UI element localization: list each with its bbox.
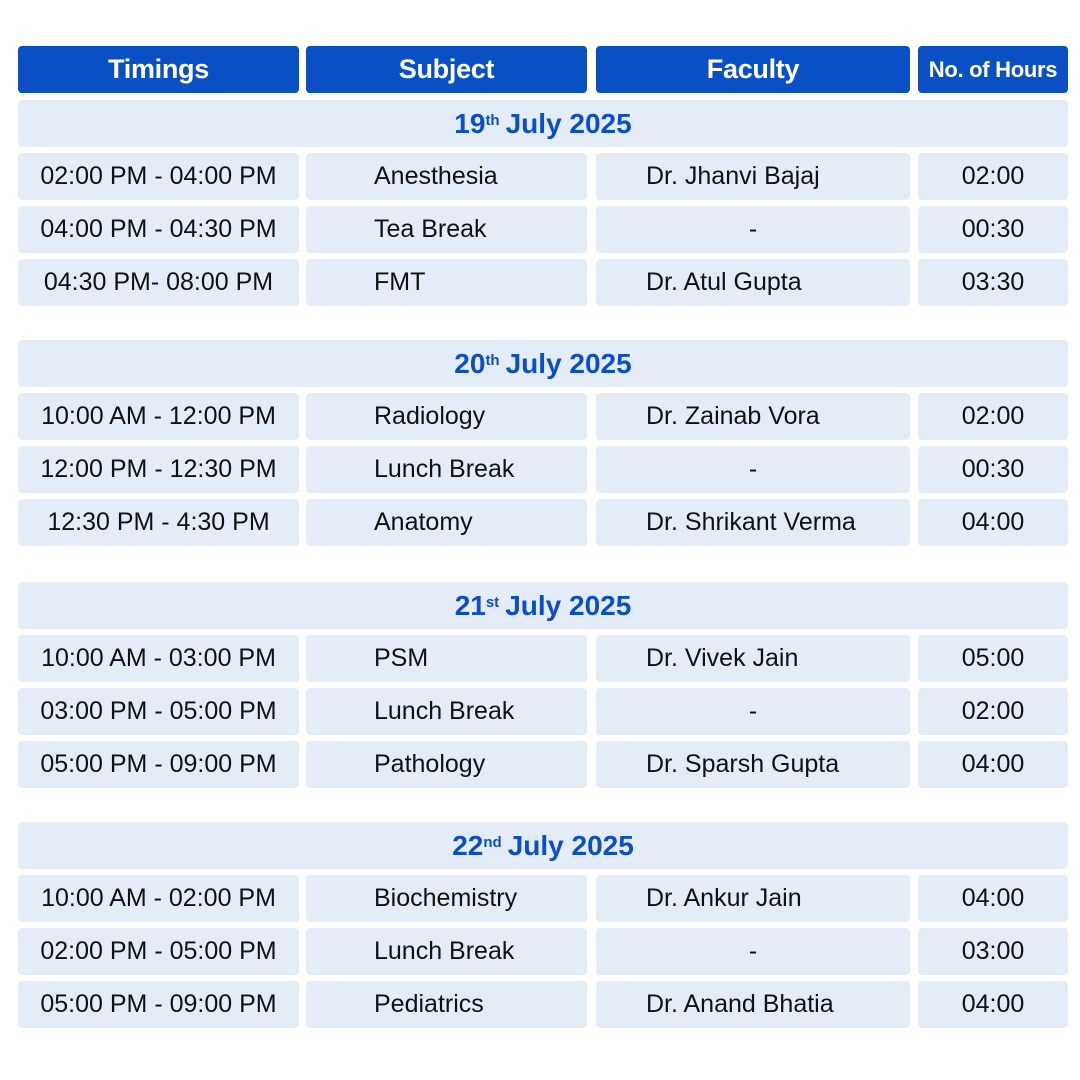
hours-cell: 03:30 bbox=[918, 259, 1068, 306]
hours-cell: 00:30 bbox=[918, 206, 1068, 253]
hours-cell: 04:00 bbox=[918, 499, 1068, 546]
date-day: 19 bbox=[454, 107, 486, 139]
table-row bbox=[18, 928, 1068, 975]
date-suffix: th bbox=[485, 352, 500, 369]
subject-cell: FMT bbox=[306, 259, 587, 306]
table-header bbox=[18, 46, 1068, 93]
date-suffix: st bbox=[485, 594, 500, 611]
subject-cell: Tea Break bbox=[306, 206, 587, 253]
date-suffix: nd bbox=[483, 834, 502, 851]
hours-cell: 05:00 bbox=[918, 635, 1068, 682]
time-cell: 10:00 AM - 12:00 PM bbox=[18, 393, 299, 440]
time-cell: 05:00 PM - 09:00 PM bbox=[18, 741, 299, 788]
table-row bbox=[18, 741, 1068, 788]
subject-cell: Pediatrics bbox=[306, 981, 587, 1028]
hours-cell: 04:00 bbox=[918, 741, 1068, 788]
time-cell: 02:00 PM - 05:00 PM bbox=[18, 928, 299, 975]
day-block-21-july bbox=[18, 582, 1068, 789]
table-row bbox=[18, 153, 1068, 200]
faculty-cell: Dr. Atul Gupta bbox=[596, 259, 910, 306]
hours-cell: 04:00 bbox=[918, 981, 1068, 1028]
faculty-cell: Dr. Jhanvi Bajaj bbox=[596, 153, 910, 200]
time-cell: 12:30 PM - 4:30 PM bbox=[18, 499, 299, 546]
faculty-cell: - bbox=[596, 688, 910, 735]
date-month-year: July 2025 bbox=[505, 347, 632, 379]
faculty-cell: Dr. Shrikant Verma bbox=[596, 499, 910, 546]
faculty-cell: - bbox=[596, 206, 910, 253]
hours-cell: 04:00 bbox=[918, 875, 1068, 922]
time-cell: 05:00 PM - 09:00 PM bbox=[18, 981, 299, 1028]
date-heading bbox=[18, 822, 1068, 869]
day-block-22-july bbox=[18, 822, 1068, 1029]
date-day: 20 bbox=[454, 347, 486, 379]
faculty-cell: Dr. Anand Bhatia bbox=[596, 981, 910, 1028]
header-faculty: Faculty bbox=[596, 46, 910, 93]
subject-cell: PSM bbox=[306, 635, 587, 682]
table-row bbox=[18, 981, 1068, 1028]
faculty-cell: - bbox=[596, 928, 910, 975]
header-timings: Timings bbox=[18, 46, 299, 93]
time-cell: 12:00 PM - 12:30 PM bbox=[18, 446, 299, 493]
faculty-cell: - bbox=[596, 446, 910, 493]
table-row bbox=[18, 875, 1068, 922]
table-row bbox=[18, 206, 1068, 253]
faculty-cell: Dr. Sparsh Gupta bbox=[596, 741, 910, 788]
hours-cell: 02:00 bbox=[918, 688, 1068, 735]
faculty-cell: Dr. Vivek Jain bbox=[596, 635, 910, 682]
table-row bbox=[18, 688, 1068, 735]
header-subject: Subject bbox=[306, 46, 587, 93]
date-month-year: July 2025 bbox=[505, 107, 632, 139]
time-cell: 02:00 PM - 04:00 PM bbox=[18, 153, 299, 200]
date-day: 22 bbox=[452, 829, 484, 861]
table-row bbox=[18, 446, 1068, 493]
hours-cell: 03:00 bbox=[918, 928, 1068, 975]
time-cell: 04:00 PM - 04:30 PM bbox=[18, 206, 299, 253]
subject-cell: Radiology bbox=[306, 393, 587, 440]
date-month-year: July 2025 bbox=[505, 589, 632, 621]
day-block-20-july bbox=[18, 340, 1068, 547]
time-cell: 10:00 AM - 02:00 PM bbox=[18, 875, 299, 922]
table-row bbox=[18, 635, 1068, 682]
hours-cell: 00:30 bbox=[918, 446, 1068, 493]
subject-cell: Lunch Break bbox=[306, 446, 587, 493]
faculty-cell: Dr. Ankur Jain bbox=[596, 875, 910, 922]
date-heading bbox=[18, 340, 1068, 387]
time-cell: 10:00 AM - 03:00 PM bbox=[18, 635, 299, 682]
subject-cell: Anatomy bbox=[306, 499, 587, 546]
subject-cell: Anesthesia bbox=[306, 153, 587, 200]
subject-cell: Lunch Break bbox=[306, 928, 587, 975]
day-block-19-july bbox=[18, 100, 1068, 307]
table-row bbox=[18, 259, 1068, 306]
subject-cell: Biochemistry bbox=[306, 875, 587, 922]
hours-cell: 02:00 bbox=[918, 393, 1068, 440]
date-month-year: July 2025 bbox=[507, 829, 634, 861]
table-row bbox=[18, 499, 1068, 546]
time-cell: 03:00 PM - 05:00 PM bbox=[18, 688, 299, 735]
hours-cell: 02:00 bbox=[918, 153, 1068, 200]
time-cell: 04:30 PM- 08:00 PM bbox=[18, 259, 299, 306]
subject-cell: Pathology bbox=[306, 741, 587, 788]
header-hours: No. of Hours bbox=[918, 46, 1068, 93]
date-suffix: th bbox=[485, 112, 500, 129]
date-heading bbox=[18, 582, 1068, 629]
table-row bbox=[18, 393, 1068, 440]
faculty-cell: Dr. Zainab Vora bbox=[596, 393, 910, 440]
date-heading bbox=[18, 100, 1068, 147]
subject-cell: Lunch Break bbox=[306, 688, 587, 735]
date-day: 21 bbox=[454, 589, 486, 621]
